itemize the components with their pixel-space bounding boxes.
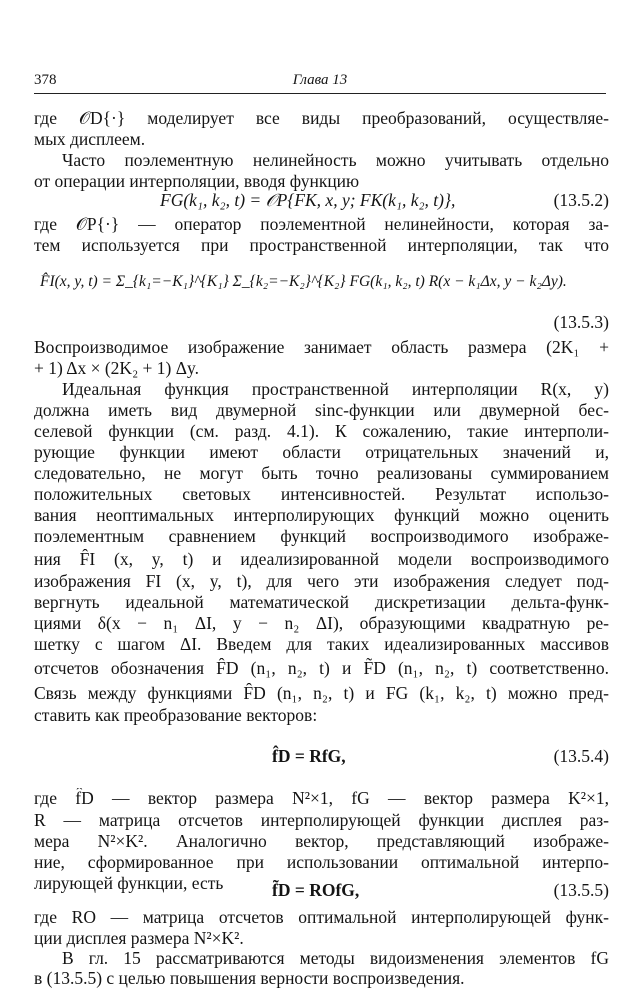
text-line: отсчетов обозначения F̂D (n₁, n₂, t) и F̃D (n₁, n₂, t) соответственно. — [34, 658, 609, 678]
text-line: циями δ(x − n₁ ΔI, y − n₂ ΔI), образующими квадратную ре- — [34, 613, 609, 633]
text-line: где 𝒪D{·} моделирует все виды преобразований, осуществляе- — [34, 108, 609, 128]
equation-number: (13.5.2) — [553, 190, 609, 210]
text-line: следовательно, не могут быть точно реализованы суммированием — [34, 463, 609, 483]
text-line: положительных световых интенсивностей. Результат использо- — [34, 484, 609, 504]
text-line: мых дисплеем. — [34, 129, 146, 149]
equation-number: (13.5.4) — [553, 746, 609, 766]
text-line: мера N²×K². Аналогично вектор, представляющий изображе- — [34, 831, 609, 851]
text-line: в (13.5.5) с целью повышения верности воспроизведения. — [34, 968, 465, 988]
text-line: изображения FI (x, y, t), для чего эти изображения следует под- — [34, 571, 609, 591]
equation-13-5-2: FG(k₁, k₂, t) = 𝒪P{FK, x, y; FK(k₁, k₂, t)}, — [160, 190, 456, 210]
text-line: где 𝒪P{·} — оператор поэлементной нелинейности, которая за- — [34, 214, 609, 234]
text-line: тем используется при пространственной интерполяции, так что — [34, 235, 609, 255]
text-line: где RO — матрица отсчетов оптимальной интерполирующей функ- — [34, 907, 609, 927]
text-line: Воспроизводимое изображение занимает область размера (2K₁ + — [34, 337, 609, 357]
equation-13-5-5: f̃D = ROfG, — [272, 880, 360, 900]
equation-13-5-3: F̂I(x, y, t) = Σ_{k₁=−K₁}^{K₁} Σ_{k₂=−K₂}^{K₂} FG(k₁, k₂, t) R(x − k₁Δx, y − k₂Δy). — [40, 273, 567, 290]
text-line: В гл. 15 рассматриваются методы видоизменения элементов fG — [62, 948, 609, 968]
text-line: от операции интерполяции, вводя функцию — [34, 171, 360, 191]
text-line: ставить как преобразование векторов: — [34, 705, 318, 725]
header-rule — [34, 93, 606, 94]
text-line: ния F̂I (x, y, t) и идеализированной модели воспроизводимого — [34, 549, 609, 569]
text-line: вания неоптимальных интерполирующих функций можно оценить — [34, 505, 609, 525]
text-line: должна иметь вид двумерной sinc-функции или двумерной бес- — [34, 400, 609, 420]
running-header — [34, 70, 606, 90]
text-line: селевой функции (см. разд. 4.1). К сожалению, такие интерполи- — [34, 421, 609, 441]
text-line: Часто поэлементную нелинейность можно учитывать отдельно — [62, 150, 609, 170]
text-line: ние, сформированное при использовании оптимальной интерпо- — [34, 852, 609, 872]
text-line: + 1) Δx × (2K₂ + 1) Δy. — [34, 358, 199, 378]
equation-number: (13.5.5) — [553, 880, 609, 900]
text-line: R — матрица отсчетов интерполирующей функции дисплея раз- — [34, 810, 609, 830]
text-line: поэлементным сравнением функций воспроизводимого изображе- — [34, 526, 609, 546]
text-line: где f̂D — вектор размера N²×1, fG — вектор размера K²×1, — [34, 788, 609, 808]
text-line: рующие функции имеют области отрицательных значений и, — [34, 442, 609, 462]
text-line: ции дисплея размера N²×K². — [34, 928, 244, 948]
text-line: лирующей функции, есть — [34, 873, 224, 893]
equation-number: (13.5.3) — [553, 312, 609, 332]
text-line: вергнуть идеальной математической дискретизации дельта-функ- — [34, 592, 609, 612]
equation-13-5-4: f̂D = RfG, — [272, 746, 346, 766]
text-line: шетку с шагом ΔI. Введем для таких идеализированных массивов — [34, 634, 609, 654]
chapter-title: Глава 13 — [292, 72, 348, 88]
text-line: Идеальная функция пространственной интерполяции R(x, y) — [62, 379, 609, 399]
text-line: Связь между функциями F̂D (n₁, n₂, t) и FG (k₁, k₂, t) можно пред- — [34, 683, 609, 703]
page-number: 378 — [34, 72, 57, 88]
